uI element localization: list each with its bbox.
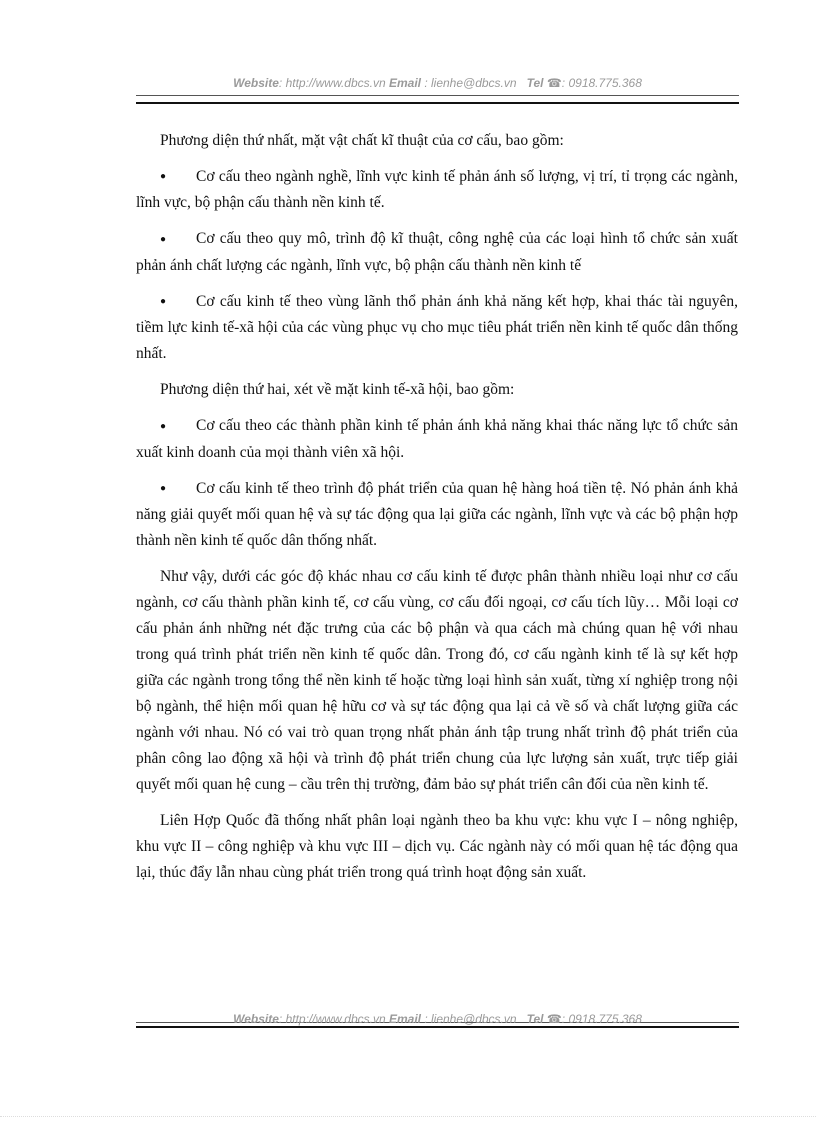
page-footer	[136, 1012, 739, 1026]
document-body	[136, 128, 738, 896]
footer-email-label: Email	[388, 1012, 421, 1026]
bullet-item	[136, 289, 738, 367]
bullet-item	[136, 226, 738, 278]
paragraph-intro-1: Phương diện thứ nhất, mặt vật chất kĩ thuật của cơ cấu, bao gồm:	[160, 132, 564, 149]
bullet-dot-icon: ●	[160, 233, 167, 245]
header-website-label: Website	[233, 76, 279, 90]
bullet-item	[136, 476, 738, 554]
bullet-dot-icon: ●	[160, 171, 167, 183]
footer-rule-thick	[136, 1026, 739, 1028]
bullet-item	[136, 413, 738, 465]
header-rule-thin	[136, 95, 739, 96]
paragraph-summary: Như vậy, dưới các góc độ khác nhau cơ cấu kinh tế được phân thành nhiều loại như cơ cấu ngành, cơ cấu thành phần kinh tế, cơ cấu vùng, cơ cấu đối ngoại, cơ cấu tích lũy… Mỗi loại cơ cấu phản ánh những nét đặc trưng của các bộ phận và qua cách mà chúng quan hệ với nhau trong quá trình phát triển nền kinh tế quốc dân. Trong đó, cơ cấu ngành kinh tế là sự kết hợp giữa các ngành trong tổng thể nền kinh tế hoặc từng loại hình sản xuất, từng xí nghiệp trong nội bộ ngành, thể hiện mối quan hệ hữu cơ và sự tác động qua lại cả về số và chất lượng giữa các ngành với nhau. Nó có vai trò quan trọng nhất phản ánh tập trung nhất trình độ phát triển của phân công lao động xã hội và trình độ phát triển chung của lực lượng sản xuất, trực tiếp giải quyết mối quan hệ cung – cầu trên thị trường, đảm bảo sự phát triển cân đối của nền kinh tế.	[136, 568, 738, 794]
footer-email-value: : lienhe@dbcs.vn	[421, 1012, 517, 1026]
header-tel-label: Tel	[526, 76, 544, 90]
bullet-dot-icon: ●	[160, 296, 167, 308]
bullet-dot-icon: ●	[160, 420, 167, 432]
bullet-text: Cơ cấu kinh tế theo trình độ phát triển của quan hệ hàng hoá tiền tệ. Nó phản ánh khả năng giải quyết mối quan hệ và sự tác động qua lại giữa các ngành, lĩnh vực và các bộ phận hợp thành nền kinh tế quốc dân thống nhất.	[136, 479, 738, 550]
page-bottom-border	[0, 1116, 816, 1117]
phone-icon: ☎	[546, 1012, 562, 1026]
paragraph-classification: Liên Hợp Quốc đã thống nhất phân loại ngành theo ba khu vực: khu vực I – nông nghiệp, khu vực II – công nghiệp và khu vực III – dịch vụ. Các ngành này có mối quan hệ tác động qua lại, thúc đẩy lẫn nhau cùng phát triển trong quá trình hoạt động sản xuất.	[136, 812, 738, 882]
header-tel-value: : 0918.775.368	[561, 76, 642, 90]
paragraph-intro-2: Phương diện thứ hai, xét về mặt kinh tế-xã hội, bao gồm:	[160, 381, 515, 399]
bullet-item	[136, 164, 738, 216]
footer-website-url: : http://www.dbcs.vn	[278, 1012, 386, 1026]
bullet-dot-icon: ●	[160, 483, 167, 495]
footer-tel-value: : 0918.775.368	[561, 1012, 642, 1026]
phone-icon: ☎	[546, 76, 562, 90]
footer-tel-label: Tel	[526, 1012, 544, 1026]
bullet-text: Cơ cấu theo ngành nghề, lĩnh vực kinh tế phản ánh số lượng, vị trí, tỉ trọng các ngành, lĩnh vực, bộ phận cấu thành nền kinh tế.	[136, 168, 738, 212]
header-email-value: : lienhe@dbcs.vn	[421, 76, 517, 90]
header-email-label: Email	[388, 76, 421, 90]
bullet-text: Cơ cấu theo quy mô, trình độ kĩ thuật, công nghệ của các loại hình tổ chức sản xuất phản ánh chất lượng các ngành, lĩnh vực, bộ phận cấu thành nền kinh tế	[136, 230, 738, 274]
footer-website-label: Website	[233, 1012, 279, 1026]
bullet-text: Cơ cấu kinh tế theo vùng lãnh thổ phản ánh khả năng kết hợp, khai thác tài nguyên, tiềm lực kinh tế-xã hội của các vùng phục vụ cho mục tiêu phát triển nền kinh tế quốc dân thống nhất.	[136, 292, 738, 363]
header-rule-thick	[136, 102, 739, 104]
header-website-url: : http://www.dbcs.vn	[278, 76, 386, 90]
bullet-text: Cơ cấu theo các thành phần kinh tế phản ánh khả năng khai thác năng lực tổ chức sản xuất kinh doanh của mọi thành viên xã hội.	[136, 417, 738, 461]
page-header	[136, 76, 739, 90]
